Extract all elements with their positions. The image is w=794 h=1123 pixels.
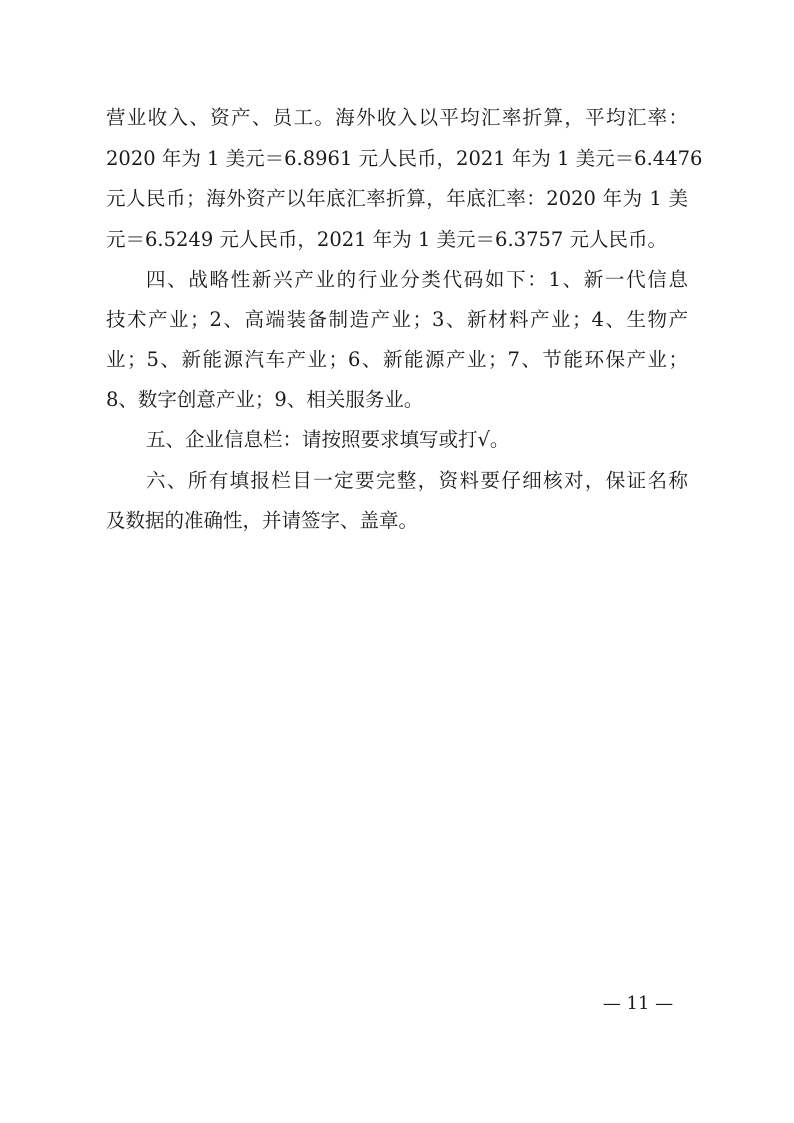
text-line: 五、企业信息栏：请按照要求填写或打√。: [146, 428, 510, 451]
text-line: 四、战略性新兴产业的行业分类代码如下：1、新一代信息: [146, 268, 688, 291]
text-line: 营业收入、资产、员工。海外收入以平均汇率折算，平均汇率：: [106, 106, 688, 129]
text-line: 技术产业；2、高端装备制造产业；3、新材料产业；4、生物产: [106, 308, 688, 331]
text-line: 8、数字创意产业；9、相关服务业。: [106, 388, 424, 411]
text-line: 2020 年为 1 美元＝6.8961 元人民币，2021 年为 1 美元＝6.4476: [106, 147, 703, 170]
text-line: 及数据的准确性，并请签字、盖章。: [106, 509, 419, 532]
text-line: 元＝6.5249 元人民币，2021 年为 1 美元＝6.3757 元人民币。: [106, 228, 667, 251]
text-line: 元人民币；海外资产以年底汇率折算，年底汇率：2020 年为 1 美: [106, 187, 688, 210]
text-line: 业；5、新能源汽车产业；6、新能源产业；7、节能环保产业；: [106, 348, 688, 371]
page-number: — 11 —: [602, 993, 674, 1014]
text-line: 六、所有填报栏目一定要完整，资料要仔细核对，保证名称: [146, 469, 688, 492]
